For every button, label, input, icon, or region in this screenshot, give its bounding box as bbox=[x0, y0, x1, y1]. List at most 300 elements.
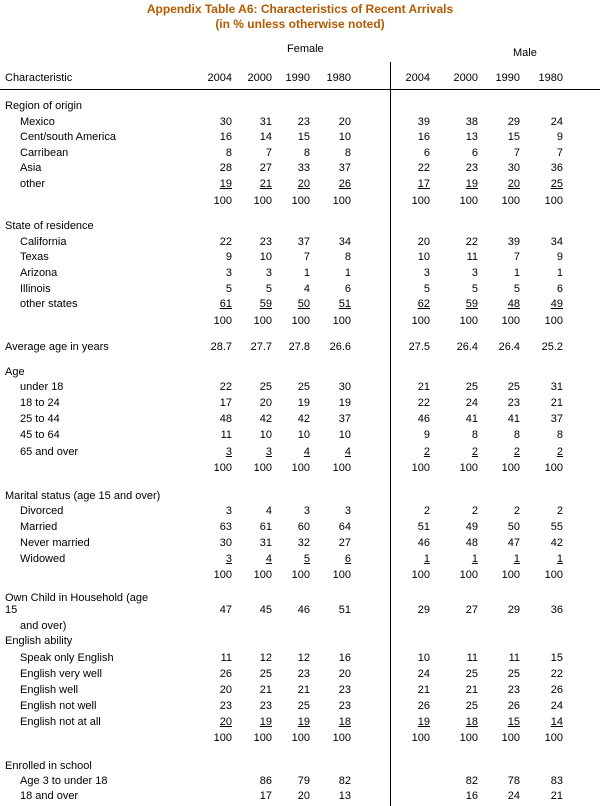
table-cell: 42 bbox=[259, 413, 272, 425]
row-label: Cent/south America bbox=[20, 131, 116, 143]
row-label: Speak only English bbox=[20, 652, 114, 664]
table-cell: 51 bbox=[338, 604, 351, 616]
table-cell: 100 bbox=[213, 462, 232, 474]
table-cell: 2 bbox=[423, 446, 430, 458]
table-cell: 9 bbox=[423, 429, 430, 441]
table-cell: 16 bbox=[465, 790, 478, 802]
table-cell: 5 bbox=[303, 553, 310, 565]
table-cell: 24 bbox=[507, 790, 520, 802]
table-cell: 100 bbox=[253, 569, 272, 581]
table-cell: 19 bbox=[259, 716, 272, 728]
table-cell: 28 bbox=[219, 162, 232, 174]
row-label: Own Child in Household (age bbox=[5, 592, 149, 604]
table-cell: 23 bbox=[338, 684, 351, 696]
table-cell: 4 bbox=[303, 283, 310, 295]
table-cell: 6 bbox=[556, 283, 563, 295]
table-cell: 11 bbox=[220, 652, 232, 664]
table-cell: 37 bbox=[338, 413, 351, 425]
table-cell: 10 bbox=[338, 131, 351, 143]
row-label: Texas bbox=[20, 251, 49, 263]
table-cell: 100 bbox=[253, 732, 272, 744]
table-cell: 16 bbox=[417, 131, 430, 143]
row-label: Never married bbox=[20, 537, 90, 549]
table-cell: 23 bbox=[297, 668, 310, 680]
header-year: 1990 bbox=[285, 72, 310, 84]
table-cell: 60 bbox=[297, 521, 310, 533]
table-cell: 4 bbox=[344, 446, 351, 458]
table-cell: 25 bbox=[550, 178, 563, 190]
table-cell: 100 bbox=[411, 732, 430, 744]
table-cell: 42 bbox=[297, 413, 310, 425]
table-cell: 21 bbox=[465, 684, 478, 696]
table-cell: 11 bbox=[466, 652, 478, 664]
table-cell: 2 bbox=[556, 446, 563, 458]
table-cell: 100 bbox=[544, 462, 563, 474]
header-year: 2004 bbox=[207, 72, 232, 84]
table-cell: 41 bbox=[465, 413, 478, 425]
table-cell: 100 bbox=[332, 732, 351, 744]
table-cell: 48 bbox=[465, 537, 478, 549]
table-cell: 9 bbox=[225, 251, 232, 263]
group-female-label: Female bbox=[287, 43, 324, 55]
table-cell: 7 bbox=[265, 147, 272, 159]
table-cell: 26.6 bbox=[329, 341, 351, 353]
table-cell: 1 bbox=[556, 553, 563, 565]
table-cell: 30 bbox=[507, 162, 520, 174]
table-cell: 10 bbox=[259, 251, 272, 263]
table-cell: 31 bbox=[259, 537, 272, 549]
table-cell: 100 bbox=[213, 732, 232, 744]
row-label: under 18 bbox=[20, 381, 64, 393]
row-label: English ability bbox=[5, 635, 73, 647]
table-cell: 5 bbox=[225, 283, 232, 295]
table-cell: 100 bbox=[411, 315, 430, 327]
table-cell: 86 bbox=[259, 775, 272, 787]
table-cell: 26 bbox=[507, 700, 520, 712]
table-cell: 15 bbox=[507, 131, 520, 143]
table-cell: 47 bbox=[507, 537, 520, 549]
table-cell: 13 bbox=[465, 131, 478, 143]
table-cell: 31 bbox=[259, 116, 272, 128]
table-cell: 12 bbox=[259, 652, 272, 664]
table-cell: 62 bbox=[417, 298, 430, 310]
row-label: Asia bbox=[20, 162, 42, 174]
table-cell: 37 bbox=[338, 162, 351, 174]
table-cell: 26.4 bbox=[456, 341, 478, 353]
table-cell: 9 bbox=[556, 131, 563, 143]
table-cell: 100 bbox=[291, 569, 310, 581]
table-cell: 23 bbox=[219, 700, 232, 712]
table-cell: 18 bbox=[465, 716, 478, 728]
table-cell: 49 bbox=[465, 521, 478, 533]
table-cell: 27 bbox=[465, 604, 478, 616]
table-cell: 20 bbox=[219, 684, 232, 696]
table-cell: 19 bbox=[338, 397, 351, 409]
table-cell: 26 bbox=[219, 668, 232, 680]
table-cell: 100 bbox=[544, 315, 563, 327]
table-cell: 100 bbox=[411, 462, 430, 474]
table-cell: 6 bbox=[344, 283, 351, 295]
table-cell: 8 bbox=[225, 147, 232, 159]
table-cell: 4 bbox=[265, 553, 272, 565]
table-cell: 19 bbox=[297, 716, 310, 728]
row-label: 15 bbox=[5, 604, 18, 616]
table-cell: 1 bbox=[513, 553, 520, 565]
table-cell: 100 bbox=[501, 315, 520, 327]
row-label: Age bbox=[5, 366, 25, 378]
table-cell: 22 bbox=[550, 668, 563, 680]
table-cell: 4 bbox=[265, 505, 272, 517]
table-cell: 100 bbox=[459, 569, 478, 581]
row-label: 18 and over bbox=[20, 790, 79, 802]
table-cell: 23 bbox=[507, 684, 520, 696]
table-cell: 3 bbox=[265, 446, 272, 458]
table-cell: 16 bbox=[219, 131, 232, 143]
row-label: English very well bbox=[20, 668, 102, 680]
table-cell: 21 bbox=[297, 684, 310, 696]
table-cell: 21 bbox=[259, 178, 272, 190]
table-cell: 25 bbox=[297, 381, 310, 393]
row-label: Illinois bbox=[20, 283, 51, 295]
table-cell: 22 bbox=[465, 236, 478, 248]
table-cell: 100 bbox=[213, 569, 232, 581]
table-cell: 100 bbox=[291, 462, 310, 474]
table-cell: 100 bbox=[501, 732, 520, 744]
table-cell: 19 bbox=[417, 716, 430, 728]
row-label: Mexico bbox=[20, 116, 55, 128]
table-cell: 100 bbox=[253, 462, 272, 474]
table-cell: 3 bbox=[225, 505, 232, 517]
table-cell: 100 bbox=[459, 195, 478, 207]
table-cell: 46 bbox=[417, 537, 430, 549]
table-cell: 7 bbox=[513, 147, 520, 159]
table-cell: 5 bbox=[423, 283, 430, 295]
table-cell: 8 bbox=[303, 147, 310, 159]
table-cell: 22 bbox=[417, 162, 430, 174]
table-cell: 100 bbox=[213, 195, 232, 207]
row-label: English well bbox=[20, 684, 79, 696]
table-cell: 100 bbox=[253, 315, 272, 327]
row-label: Region of origin bbox=[5, 100, 83, 112]
row-label: 25 to 44 bbox=[20, 413, 60, 425]
table-cell: 21 bbox=[550, 790, 563, 802]
table-cell: 37 bbox=[550, 413, 563, 425]
table-cell: 15 bbox=[550, 652, 563, 664]
row-label: English not at all bbox=[20, 716, 101, 728]
row-label: and over) bbox=[20, 620, 67, 632]
table-cell: 19 bbox=[297, 397, 310, 409]
table-cell: 27 bbox=[259, 162, 272, 174]
table-cell: 51 bbox=[417, 521, 430, 533]
table-cell: 13 bbox=[338, 790, 351, 802]
table-cell: 9 bbox=[556, 251, 563, 263]
row-label: California bbox=[20, 236, 67, 248]
table-cell: 2 bbox=[471, 446, 478, 458]
table-cell: 17 bbox=[417, 178, 430, 190]
table-cell: 41 bbox=[507, 413, 520, 425]
table-cell: 15 bbox=[297, 131, 310, 143]
table-cell: 10 bbox=[297, 429, 310, 441]
table-cell: 2 bbox=[471, 505, 478, 517]
table-cell: 23 bbox=[259, 236, 272, 248]
table-cell: 27.5 bbox=[408, 341, 430, 353]
table-cell: 23 bbox=[338, 700, 351, 712]
table-cell: 8 bbox=[344, 251, 351, 263]
table-cell: 100 bbox=[544, 732, 563, 744]
table-cell: 20 bbox=[297, 178, 310, 190]
table-cell: 24 bbox=[550, 116, 563, 128]
table-cell: 1 bbox=[344, 267, 351, 279]
table-cell: 100 bbox=[501, 195, 520, 207]
table-cell: 18 bbox=[338, 716, 351, 728]
table-cell: 26 bbox=[417, 700, 430, 712]
table-cell: 5 bbox=[265, 283, 272, 295]
table-cell: 23 bbox=[259, 700, 272, 712]
table-cell: 21 bbox=[550, 397, 563, 409]
table-cell: 27.8 bbox=[288, 341, 310, 353]
row-label: English not well bbox=[20, 700, 97, 712]
table-cell: 2 bbox=[513, 505, 520, 517]
table-cell: 25 bbox=[507, 668, 520, 680]
row-label: Arizona bbox=[20, 267, 58, 279]
table-cell: 34 bbox=[338, 236, 351, 248]
table-cell: 100 bbox=[213, 315, 232, 327]
table-cell: 100 bbox=[253, 195, 272, 207]
table-cell: 20 bbox=[259, 397, 272, 409]
table-cell: 100 bbox=[291, 732, 310, 744]
table-cell: 27 bbox=[338, 537, 351, 549]
table-cell: 15 bbox=[507, 716, 520, 728]
table-cell: 8 bbox=[471, 429, 478, 441]
table-cell: 11 bbox=[220, 429, 232, 441]
row-label: Carribean bbox=[20, 147, 69, 159]
header-year: 1980 bbox=[326, 72, 351, 84]
table-cell: 6 bbox=[344, 553, 351, 565]
table-cell: 5 bbox=[513, 283, 520, 295]
table-cell: 46 bbox=[297, 604, 310, 616]
table-cell: 20 bbox=[338, 116, 351, 128]
row-label: other bbox=[20, 178, 46, 190]
table-cell: 2 bbox=[423, 505, 430, 517]
table-cell: 100 bbox=[501, 569, 520, 581]
row-label: Enrolled in school bbox=[5, 760, 92, 772]
table-cell: 100 bbox=[411, 569, 430, 581]
table-cell: 23 bbox=[507, 397, 520, 409]
table-cell: 79 bbox=[297, 775, 310, 787]
table-cell: 26 bbox=[550, 684, 563, 696]
table-cell: 29 bbox=[417, 604, 430, 616]
table-cell: 25 bbox=[465, 381, 478, 393]
table-cell: 14 bbox=[550, 716, 563, 728]
table-cell: 100 bbox=[332, 195, 351, 207]
table-cell: 20 bbox=[417, 236, 430, 248]
table-cell: 17 bbox=[219, 397, 232, 409]
row-label: 18 to 24 bbox=[20, 397, 60, 409]
table-cell: 30 bbox=[338, 381, 351, 393]
table-cell: 100 bbox=[332, 315, 351, 327]
table-cell: 3 bbox=[225, 446, 232, 458]
table-cell: 50 bbox=[507, 521, 520, 533]
table-cell: 20 bbox=[507, 178, 520, 190]
table-cell: 24 bbox=[417, 668, 430, 680]
row-label: Age 3 to under 18 bbox=[20, 775, 108, 787]
table-cell: 25 bbox=[465, 668, 478, 680]
table-cell: 10 bbox=[259, 429, 272, 441]
table-cell: 3 bbox=[225, 267, 232, 279]
table-cell: 7 bbox=[303, 251, 310, 263]
table-cell: 39 bbox=[417, 116, 430, 128]
table-cell: 19 bbox=[465, 178, 478, 190]
group-male-label: Male bbox=[513, 47, 537, 59]
table-cell: 20 bbox=[219, 716, 232, 728]
header-rule bbox=[0, 89, 600, 90]
table-cell: 100 bbox=[291, 195, 310, 207]
table-cell: 33 bbox=[297, 162, 310, 174]
table-cell: 10 bbox=[417, 652, 430, 664]
table-cell: 16 bbox=[338, 652, 351, 664]
table-cell: 7 bbox=[513, 251, 520, 263]
table-cell: 7 bbox=[556, 147, 563, 159]
table-cell: 49 bbox=[550, 298, 563, 310]
table-cell: 31 bbox=[550, 381, 563, 393]
table-cell: 63 bbox=[219, 521, 232, 533]
table-cell: 36 bbox=[550, 162, 563, 174]
table-cell: 100 bbox=[332, 569, 351, 581]
table-cell: 8 bbox=[556, 429, 563, 441]
table-cell: 12 bbox=[297, 652, 310, 664]
header-year: 1980 bbox=[538, 72, 563, 84]
table-cell: 82 bbox=[338, 775, 351, 787]
header-year: 1990 bbox=[495, 72, 520, 84]
table-cell: 21 bbox=[259, 684, 272, 696]
row-label: Divorced bbox=[20, 505, 64, 517]
table-cell: 30 bbox=[219, 116, 232, 128]
row-label: Average age in years bbox=[5, 341, 109, 353]
table-cell: 24 bbox=[465, 397, 478, 409]
row-label: Widowed bbox=[20, 553, 66, 565]
table-cell: 100 bbox=[544, 195, 563, 207]
table-cell: 39 bbox=[507, 236, 520, 248]
table-cell: 45 bbox=[259, 604, 272, 616]
table-cell: 3 bbox=[303, 505, 310, 517]
table-cell: 26 bbox=[338, 178, 351, 190]
row-label: Marital status (age 15 and over) bbox=[5, 490, 161, 502]
table-cell: 82 bbox=[465, 775, 478, 787]
table-cell: 3 bbox=[423, 267, 430, 279]
row-label: Married bbox=[20, 521, 58, 533]
table-cell: 48 bbox=[219, 413, 232, 425]
table-cell: 22 bbox=[417, 397, 430, 409]
table-cell: 1 bbox=[423, 553, 430, 565]
table-cell: 100 bbox=[459, 732, 478, 744]
table-cell: 27.7 bbox=[250, 341, 272, 353]
table-cell: 8 bbox=[344, 147, 351, 159]
table-cell: 25.2 bbox=[541, 341, 563, 353]
table-cell: 6 bbox=[423, 147, 430, 159]
table-cell: 10 bbox=[417, 251, 430, 263]
row-label: 45 to 64 bbox=[20, 429, 60, 441]
table-cell: 46 bbox=[417, 413, 430, 425]
table-cell: 21 bbox=[417, 684, 430, 696]
table-title: Appendix Table A6: Characteristics of Recent Arrivals bbox=[146, 2, 454, 16]
table-cell: 100 bbox=[332, 462, 351, 474]
table-cell: 83 bbox=[550, 775, 563, 787]
header-year: 2000 bbox=[453, 72, 478, 84]
table-cell: 22 bbox=[219, 236, 232, 248]
table-cell: 23 bbox=[297, 116, 310, 128]
table-cell: 1 bbox=[471, 553, 478, 565]
table-cell: 55 bbox=[550, 521, 563, 533]
row-label: State of residence bbox=[5, 220, 94, 232]
table-cell: 10 bbox=[338, 429, 351, 441]
table-cell: 21 bbox=[417, 381, 430, 393]
table-cell: 28.7 bbox=[210, 341, 232, 353]
table-cell: 64 bbox=[338, 521, 351, 533]
table-cell: 5 bbox=[471, 283, 478, 295]
table-cell: 30 bbox=[219, 537, 232, 549]
table-cell: 3 bbox=[265, 267, 272, 279]
table-cell: 48 bbox=[507, 298, 520, 310]
table-cell: 2 bbox=[513, 446, 520, 458]
table-cell: 42 bbox=[550, 537, 563, 549]
table-cell: 4 bbox=[303, 446, 310, 458]
table-cell: 100 bbox=[411, 195, 430, 207]
table-cell: 36 bbox=[550, 604, 563, 616]
table-cell: 23 bbox=[465, 162, 478, 174]
table-cell: 11 bbox=[466, 251, 478, 263]
table-cell: 1 bbox=[513, 267, 520, 279]
table-cell: 25 bbox=[259, 381, 272, 393]
table-cell: 61 bbox=[219, 298, 232, 310]
table-cell: 14 bbox=[259, 131, 272, 143]
row-label: other states bbox=[20, 298, 78, 310]
table-cell: 38 bbox=[465, 116, 478, 128]
table-cell: 100 bbox=[291, 315, 310, 327]
table-cell: 100 bbox=[459, 462, 478, 474]
header-year: 2004 bbox=[405, 72, 430, 84]
table-cell: 19 bbox=[219, 178, 232, 190]
table-cell: 11 bbox=[508, 652, 520, 664]
table-cell: 22 bbox=[219, 381, 232, 393]
table-cell: 100 bbox=[544, 569, 563, 581]
table-cell: 37 bbox=[297, 236, 310, 248]
table-cell: 3 bbox=[225, 553, 232, 565]
table-cell: 51 bbox=[338, 298, 351, 310]
table-subtitle: (in % unless otherwise noted) bbox=[215, 17, 385, 31]
header-characteristic: Characteristic bbox=[5, 72, 73, 84]
table-cell: 100 bbox=[459, 315, 478, 327]
table-cell: 47 bbox=[219, 604, 232, 616]
table-cell: 3 bbox=[344, 505, 351, 517]
table-cell: 50 bbox=[297, 298, 310, 310]
table-cell: 20 bbox=[338, 668, 351, 680]
table-cell: 26.4 bbox=[498, 341, 520, 353]
table-cell: 25 bbox=[465, 700, 478, 712]
table-cell: 59 bbox=[259, 298, 272, 310]
table-cell: 59 bbox=[465, 298, 478, 310]
table-cell: 100 bbox=[501, 462, 520, 474]
table-cell: 78 bbox=[507, 775, 520, 787]
table-cell: 32 bbox=[297, 537, 310, 549]
table-cell: 29 bbox=[507, 604, 520, 616]
table-cell: 17 bbox=[259, 790, 272, 802]
row-label: 65 and over bbox=[20, 446, 79, 458]
table-cell: 25 bbox=[297, 700, 310, 712]
table-cell: 1 bbox=[303, 267, 310, 279]
header-year: 2000 bbox=[247, 72, 272, 84]
table-cell: 25 bbox=[507, 381, 520, 393]
table-cell: 24 bbox=[550, 700, 563, 712]
